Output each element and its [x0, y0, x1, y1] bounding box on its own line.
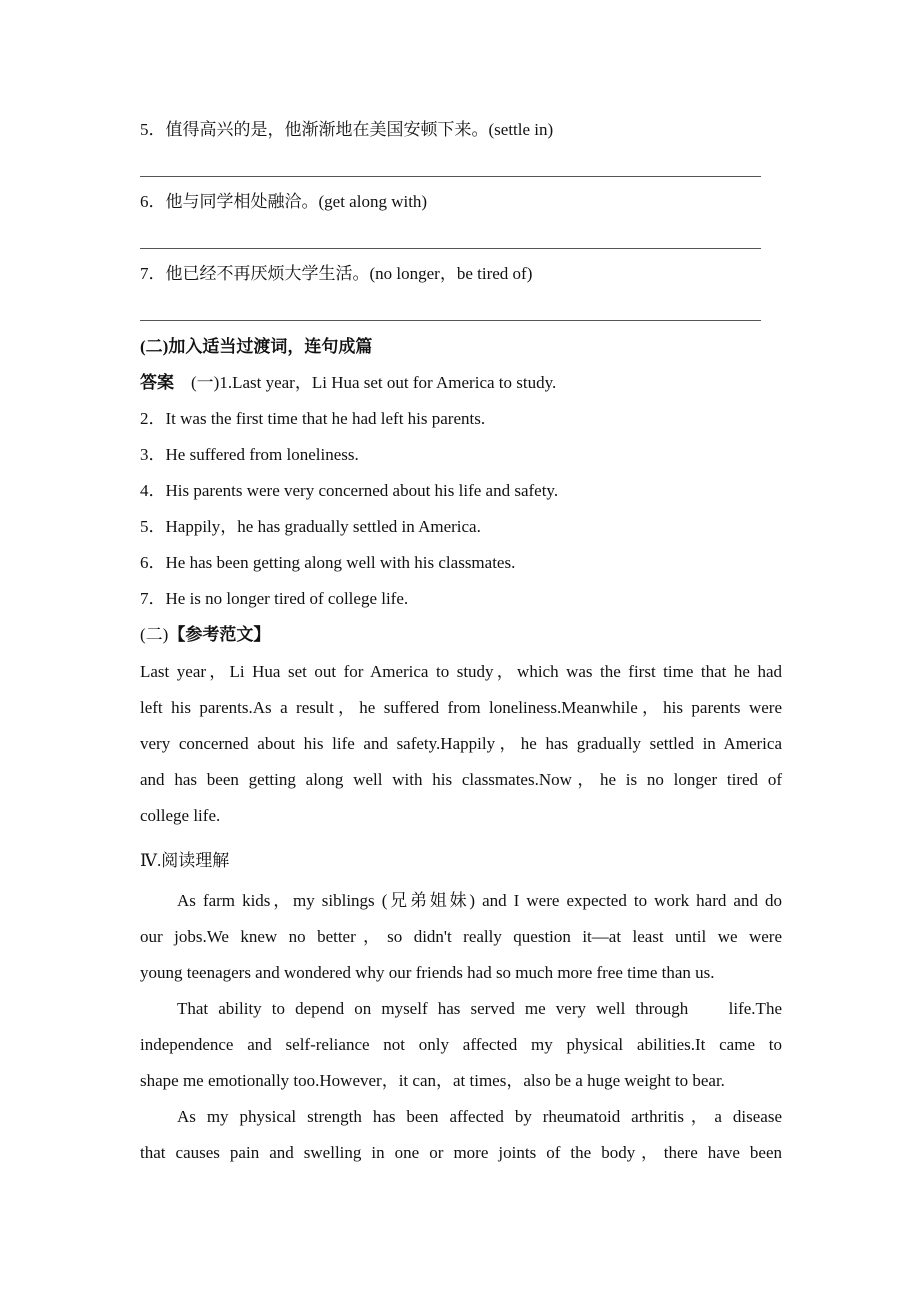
model-essay-line: Last year，Li Hua set out for America to study，which was the first time that he had	[140, 662, 782, 681]
reading-paragraph-line: As farm kids，my siblings (兄弟姐妹) and I were expected to work hard and do	[177, 891, 782, 910]
item-text: 他已经不再厌烦大学生活。(no longer，be tired of)	[165, 264, 533, 283]
exercise-item-5	[140, 119, 782, 141]
item-text: 他与同学相处融洽。(get along with)	[165, 192, 428, 211]
answer-line: 2．It was the first time that he had left his parents.	[140, 409, 486, 428]
reading-paragraph-line: As my physical strength has been affected by rheumatoid arthritis，a disease	[177, 1107, 782, 1126]
reading-paragraph-line: That ability to depend on myself has served me very well through life.The	[177, 999, 782, 1018]
answer-first-line	[140, 372, 782, 394]
answer-blank-line	[140, 176, 761, 177]
answer-line: 4．His parents were very concerned about his life and safety.	[140, 481, 559, 500]
model-heading-prefix: (二)	[140, 625, 169, 644]
section-heading: (二)加入适当过渡词，连句成篇	[140, 337, 373, 356]
reading-paragraph-line: shape me emotionally too.However，it can，at times，also be a huge weight to bear.	[140, 1071, 725, 1090]
item-number: 7．	[140, 264, 166, 283]
exercise-item-7	[140, 263, 782, 285]
answer-blank-line	[140, 248, 761, 249]
exercise-item-6	[140, 191, 782, 213]
reading-heading: Ⅳ.阅读理解	[140, 851, 230, 870]
answer-line: 3．He suffered from loneliness.	[140, 445, 359, 464]
model-essay-heading	[140, 624, 782, 646]
item-number: 5．	[140, 120, 166, 139]
item-text: 值得高兴的是，他渐渐地在美国安顿下来。(settle in)	[165, 120, 554, 139]
model-essay-line: left his parents.As a result，he suffered from loneliness.Meanwhile，his parents were	[140, 698, 782, 717]
model-essay-line: and has been getting along well with his classmates.Now，he is no longer tired of	[140, 770, 782, 789]
answer-blank-line	[140, 320, 761, 321]
model-essay-line: very concerned about his life and safety.Happily，he has gradually settled in America	[140, 734, 782, 753]
answer-line: 7．He is no longer tired of college life.	[140, 589, 409, 608]
model-heading-title: 【参考范文】	[168, 625, 271, 644]
model-essay-line: college life.	[140, 806, 221, 825]
answer-label: 答案	[140, 373, 174, 392]
answer-line: 5．Happily，he has gradually settled in America.	[140, 517, 481, 536]
reading-paragraph-line: that causes pain and swelling in one or more joints of the body，there have been	[140, 1143, 782, 1162]
answer-text: (一)1.Last year，Li Hua set out for America to study.	[191, 373, 557, 392]
reading-paragraph-line: independence and self-reliance not only affected my physical abilities.It came to	[140, 1035, 782, 1054]
reading-paragraph-line: our jobs.We knew no better，so didn't really question it—at least until we were	[140, 927, 782, 946]
item-number: 6．	[140, 192, 166, 211]
reading-paragraph-line: young teenagers and wondered why our friends had so much more free time than us.	[140, 963, 715, 982]
answer-line: 6．He has been getting along well with his classmates.	[140, 553, 516, 572]
